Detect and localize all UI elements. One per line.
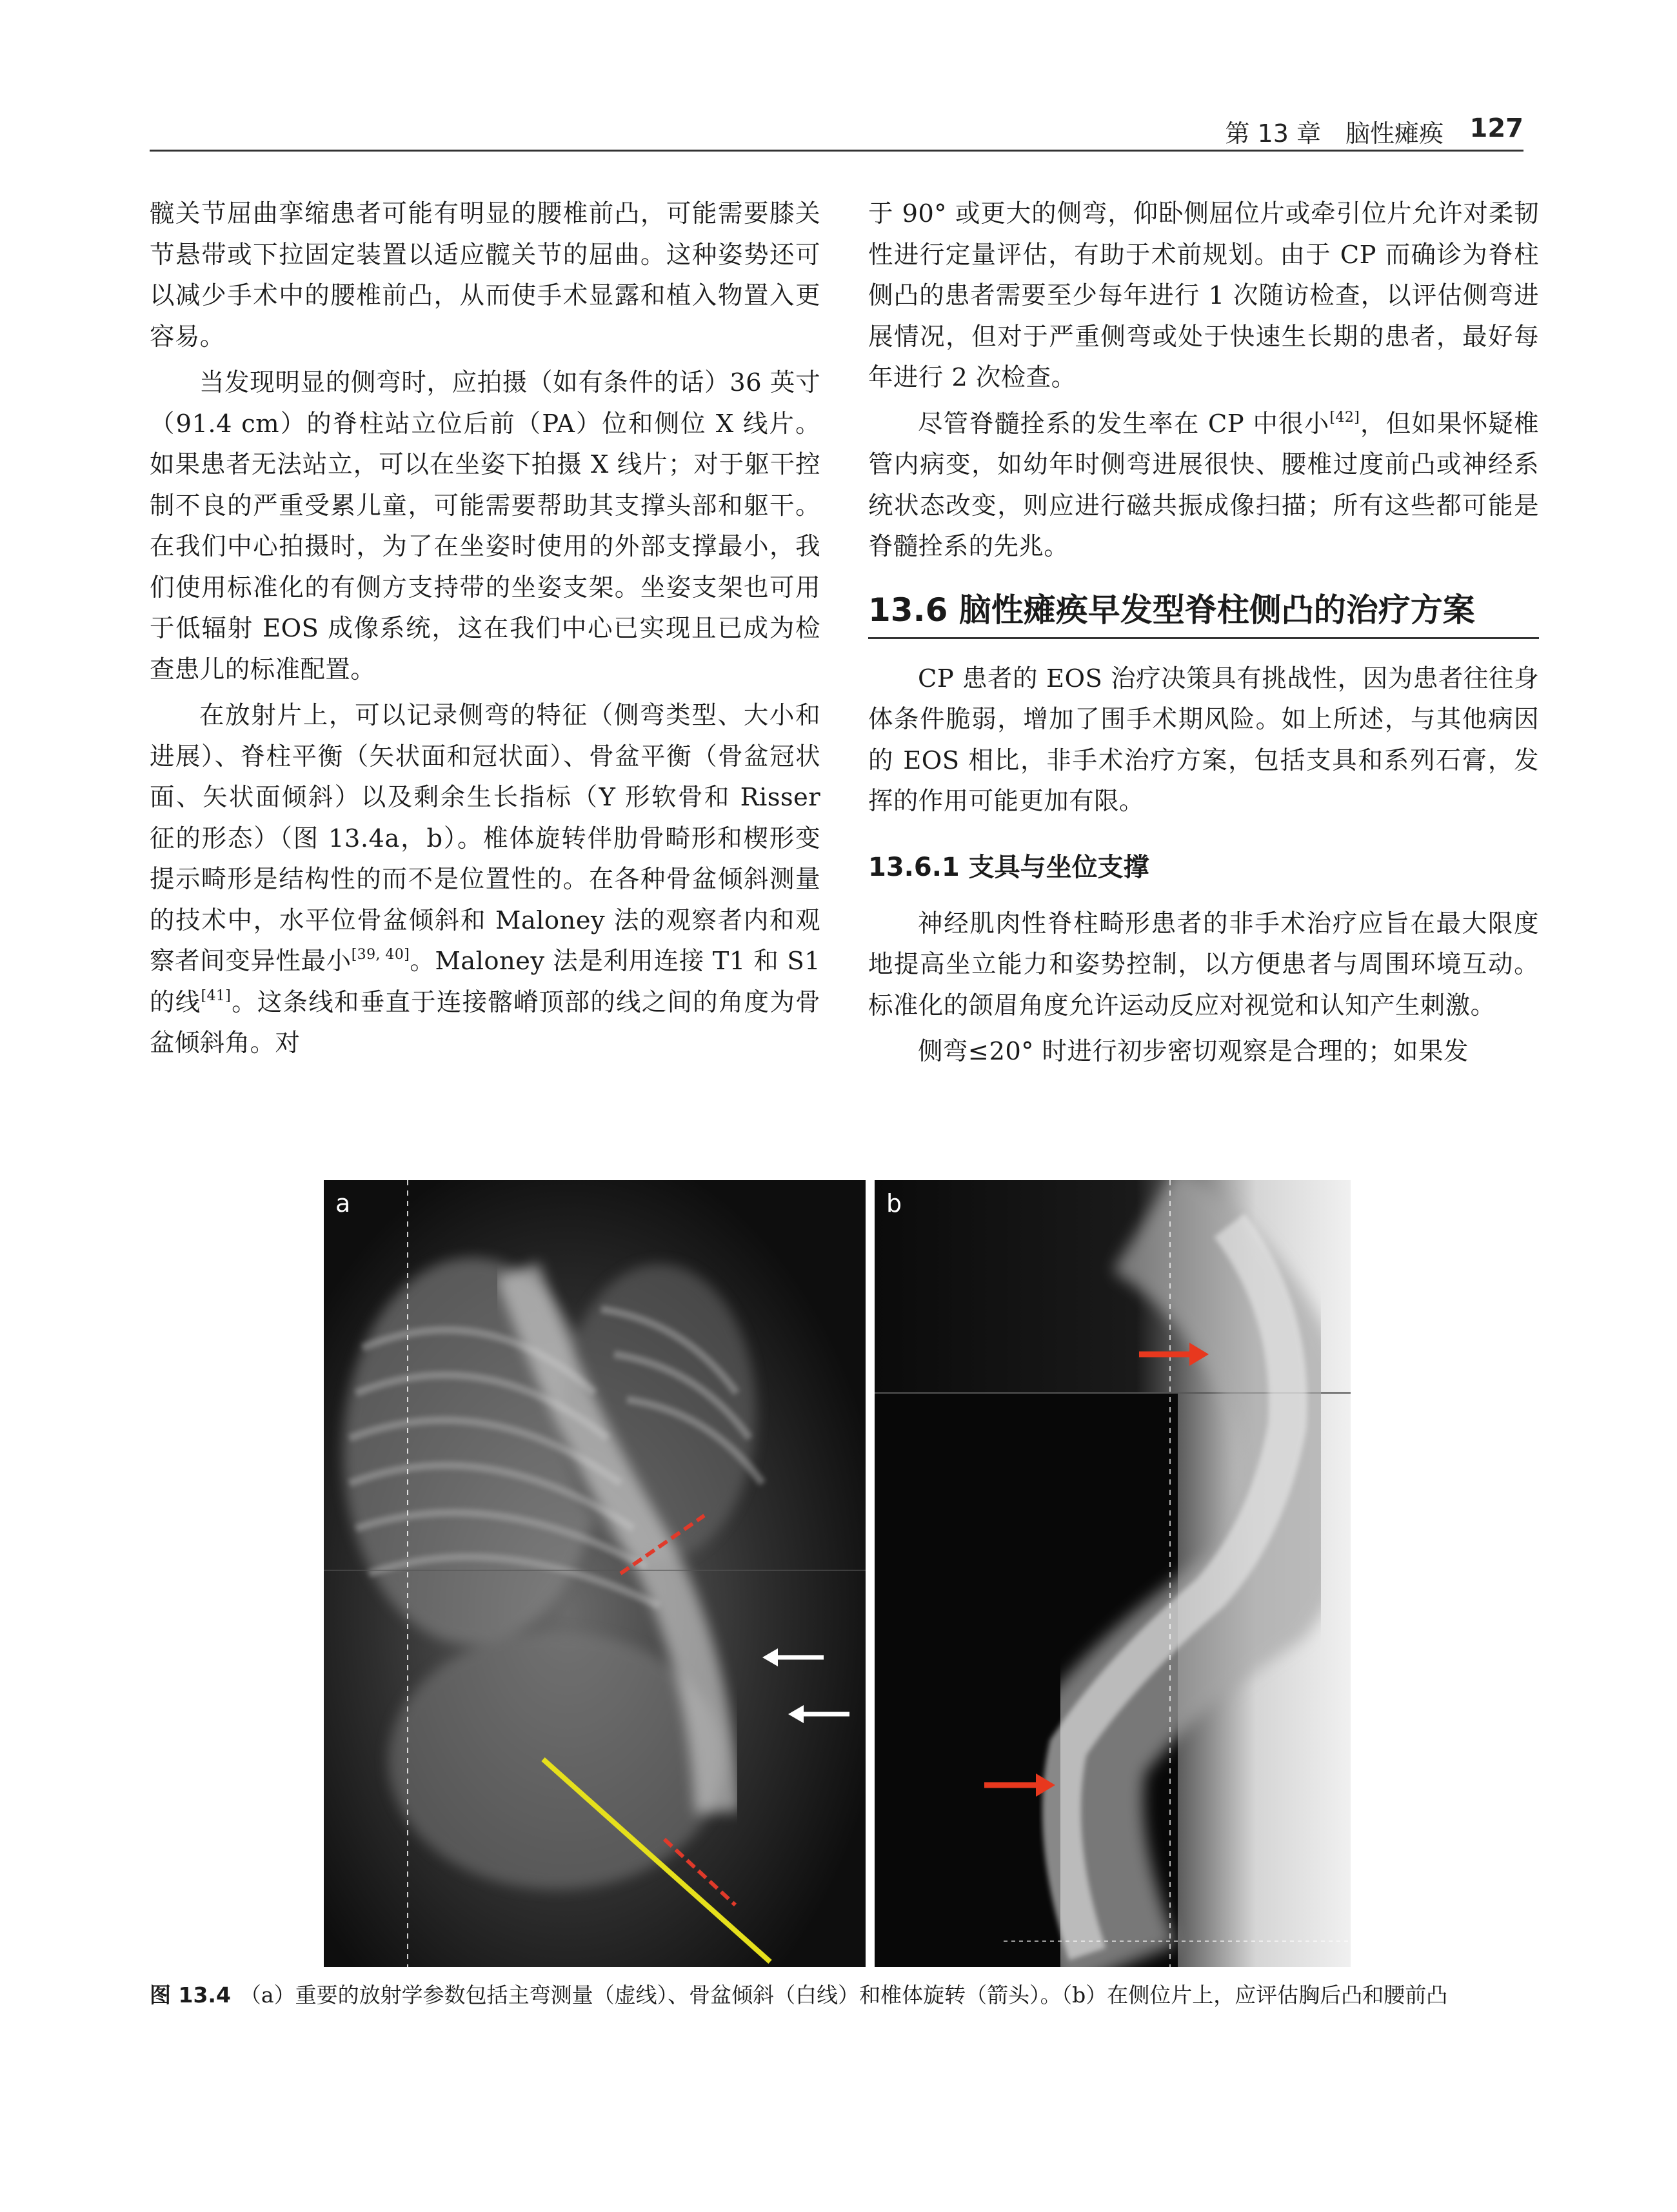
section-title: 13.6 脑性瘫痪早发型脊柱侧凸的治疗方案 (868, 587, 1539, 639)
xray-frontal-image (324, 1180, 866, 1967)
chapter-title: 第 13 章 脑性瘫痪 (1225, 119, 1444, 148)
paragraph: 神经肌肉性脊柱畸形患者的非手术治疗应旨在最大限度地提高坐立能力和姿势控制，以方便患者与周围环境互动。标准化的颌眉角度允许运动反应对视觉和认知产生刺激。 (868, 909, 1539, 1020)
paragraph: 于 90° 或更大的侧弯，仰卧侧屈位片或牵引位片允许对柔韧性进行定量评估，有助于术前规划。由于 CP 而确诊为脊柱侧凸的患者需要至少每年进行 1 次随访检查，以评估侧弯进展情况，但对于严重侧弯或处于快速生长期的患者，最好每年进行 2 次检查。 (868, 199, 1539, 392)
paragraph-text: 尽管脊髓拴系的发生率在 CP 中很小 (918, 409, 1330, 439)
citation: [39, 40] (351, 947, 410, 963)
paragraph (150, 695, 820, 1064)
citation: [41] (201, 987, 232, 1004)
paragraph-text: 。这条线和垂直于连接髂嵴顶部的线之间的角度为骨盆倾斜角。对 (150, 987, 820, 1058)
paragraph: 侧弯≤20° 时进行初步密切观察是合理的；如果发 (918, 1037, 1469, 1066)
right-column (868, 193, 1539, 1078)
paragraph: 当发现明显的侧弯时，应拍摄（如有条件的话）36 英寸（91.4 cm）的脊柱站立位后前（PA）位和侧位 X 线片。如果患者无法站立，可以在坐姿下拍摄 X 线片；对于躯干控制不良的严重受累儿童，可能需要帮助其支撑头部和躯干。在我们中心拍摄时，为了在坐姿时使用的外部支撑最小，我们使用标准化的有侧方支持带的坐姿支架。坐姿支架也可用于低辐射 EOS 成像系统，这在我们中心已实现且已成为检查患儿的标准配置。 (150, 368, 820, 684)
xray-panel-a (324, 1180, 866, 1967)
page-number: 127 (1469, 114, 1523, 143)
xray-panel-b (875, 1180, 1351, 1967)
xray-lateral-image (875, 1180, 1351, 1967)
paragraph-text: ，但如果怀疑椎管内病变，如幼年时侧弯进展很快、腰椎过度前凸或神经系统状态改变，则应进行磁共振成像扫描；所有这些都可能是脊髓拴系的先兆。 (868, 409, 1539, 561)
paragraph: CP 患者的 EOS 治疗决策具有挑战性，因为患者往往身体条件脆弱，增加了围手术期风险。如上所述，与其他病因的 EOS 相比，非手术治疗方案，包括支具和系列石膏，发挥的作用可能更加有限。 (868, 664, 1539, 816)
caption-text: （a）重要的放射学参数包括主弯测量（虚线）、骨盆倾斜（白线）和椎体旋转（箭头）。（b）在侧位片上，应评估胸后凸和腰前凸 (239, 1982, 1448, 2008)
panel-a-label: a (335, 1189, 351, 1218)
panel-b-label: b (886, 1189, 902, 1218)
paragraph-text: 在放射片上，可以记录侧弯的特征（侧弯类型、大小和进展）、脊柱平衡（矢状面和冠状面）、骨盆平衡（骨盆冠状面、矢状面倾斜）以及剩余生长指标（Y 形软骨和 Risser 征的形态）（图 13.4a，b）。椎体旋转伴肋骨畸形和楔形变提示畸形是结构性的而不是位置性的。在各种骨盆倾斜测量的技术中，水平位骨盆倾斜和 Maloney 法的观察者内和观察者间变异性最小 (150, 701, 820, 976)
paragraph-text: 。Maloney 法是利用连接 T1 和 S1 的线 (150, 947, 821, 1017)
left-column (150, 193, 820, 1069)
figure-caption (150, 1979, 1523, 2012)
figure-label: 图 13.4 (150, 1982, 231, 2008)
citation: [42] (1329, 409, 1360, 426)
subsection-title: 13.6.1 支具与坐位支撑 (868, 852, 1149, 882)
paragraph: 髋关节屈曲挛缩患者可能有明显的腰椎前凸，可能需要膝关节悬带或下拉固定装置以适应髋关节的屈曲。这种姿势还可以减少手术中的腰椎前凸，从而使手术显露和植入物置入更容易。 (150, 199, 820, 351)
page-header (150, 108, 1523, 152)
paragraph (868, 404, 1539, 568)
